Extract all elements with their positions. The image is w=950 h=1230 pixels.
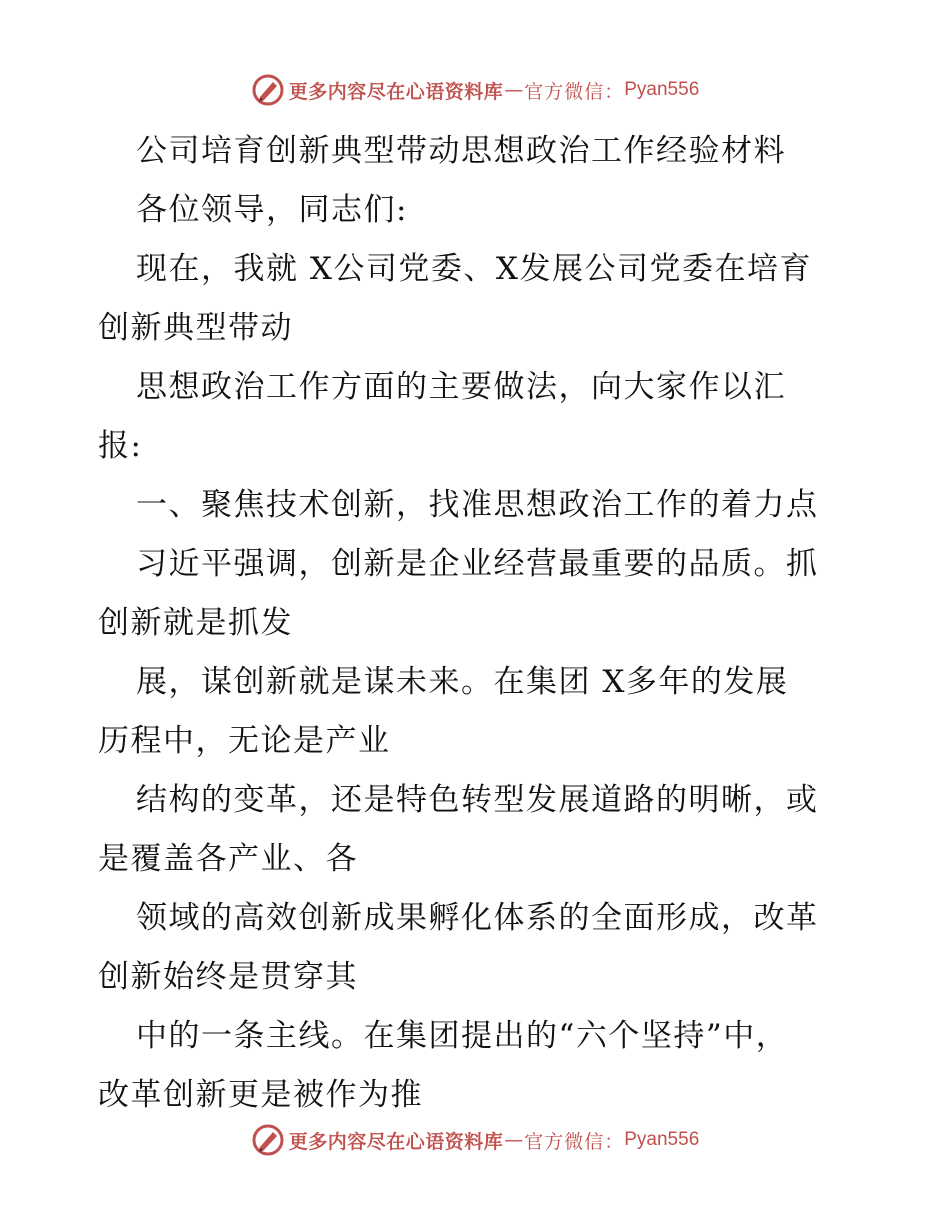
- watermark-brand: 更多内容尽在心语资料库: [288, 80, 504, 103]
- brand-logo-icon: [251, 1123, 285, 1157]
- watermark-wechat-label: 官方微信：: [524, 1130, 625, 1153]
- watermark-brand: 更多内容尽在心语资料库: [288, 1130, 504, 1153]
- paragraph-line: 改革创新更是被作为推: [98, 1077, 423, 1113]
- section-heading: 一、聚焦技术创新，找准思想政治工作的着力点: [136, 487, 819, 523]
- watermark-wechat-id: Pyan556: [624, 1129, 700, 1150]
- paragraph-line: 领域的高效创新成果孵化体系的全面形成，改革: [136, 900, 819, 936]
- paragraph-line: 现在，我就 X公司党委、X发展公司党委在培育: [136, 251, 812, 287]
- document-body: [98, 122, 858, 1125]
- paragraph-line: 创新始终是贯穿其: [98, 959, 358, 995]
- watermark-dash: —: [504, 1129, 524, 1151]
- header-watermark: [0, 70, 950, 110]
- watermark-wechat-id: Pyan556: [624, 79, 700, 100]
- watermark-dash: —: [504, 79, 524, 101]
- paragraph-line: 创新典型带动: [98, 310, 293, 346]
- paragraph-line: 思想政治工作方面的主要做法，向大家作以汇: [136, 369, 786, 405]
- brand-logo-icon: [251, 73, 285, 107]
- paragraph-line: 报:: [98, 428, 143, 464]
- document-title: 公司培育创新典型带动思想政治工作经验材料: [136, 133, 786, 169]
- salutation: 各位领导，同志们:: [136, 192, 408, 228]
- watermark-wechat-label: 官方微信：: [524, 80, 625, 103]
- paragraph-line: 创新就是抓发: [98, 605, 293, 641]
- paragraph-line: 历程中，无论是产业: [98, 723, 391, 759]
- footer-watermark: [0, 1120, 950, 1160]
- paragraph-line: 是覆盖各产业、各: [98, 841, 358, 877]
- paragraph-line: 中的一条主线。在集团提出的“六个坚持”中，: [136, 1018, 789, 1054]
- paragraph-line: 习近平强调，创新是企业经营最重要的品质。抓: [136, 546, 819, 582]
- paragraph-line: 展，谋创新就是谋未来。在集团 X多年的发展: [136, 664, 789, 700]
- paragraph-line: 结构的变革，还是特色转型发展道路的明晰，或: [136, 782, 819, 818]
